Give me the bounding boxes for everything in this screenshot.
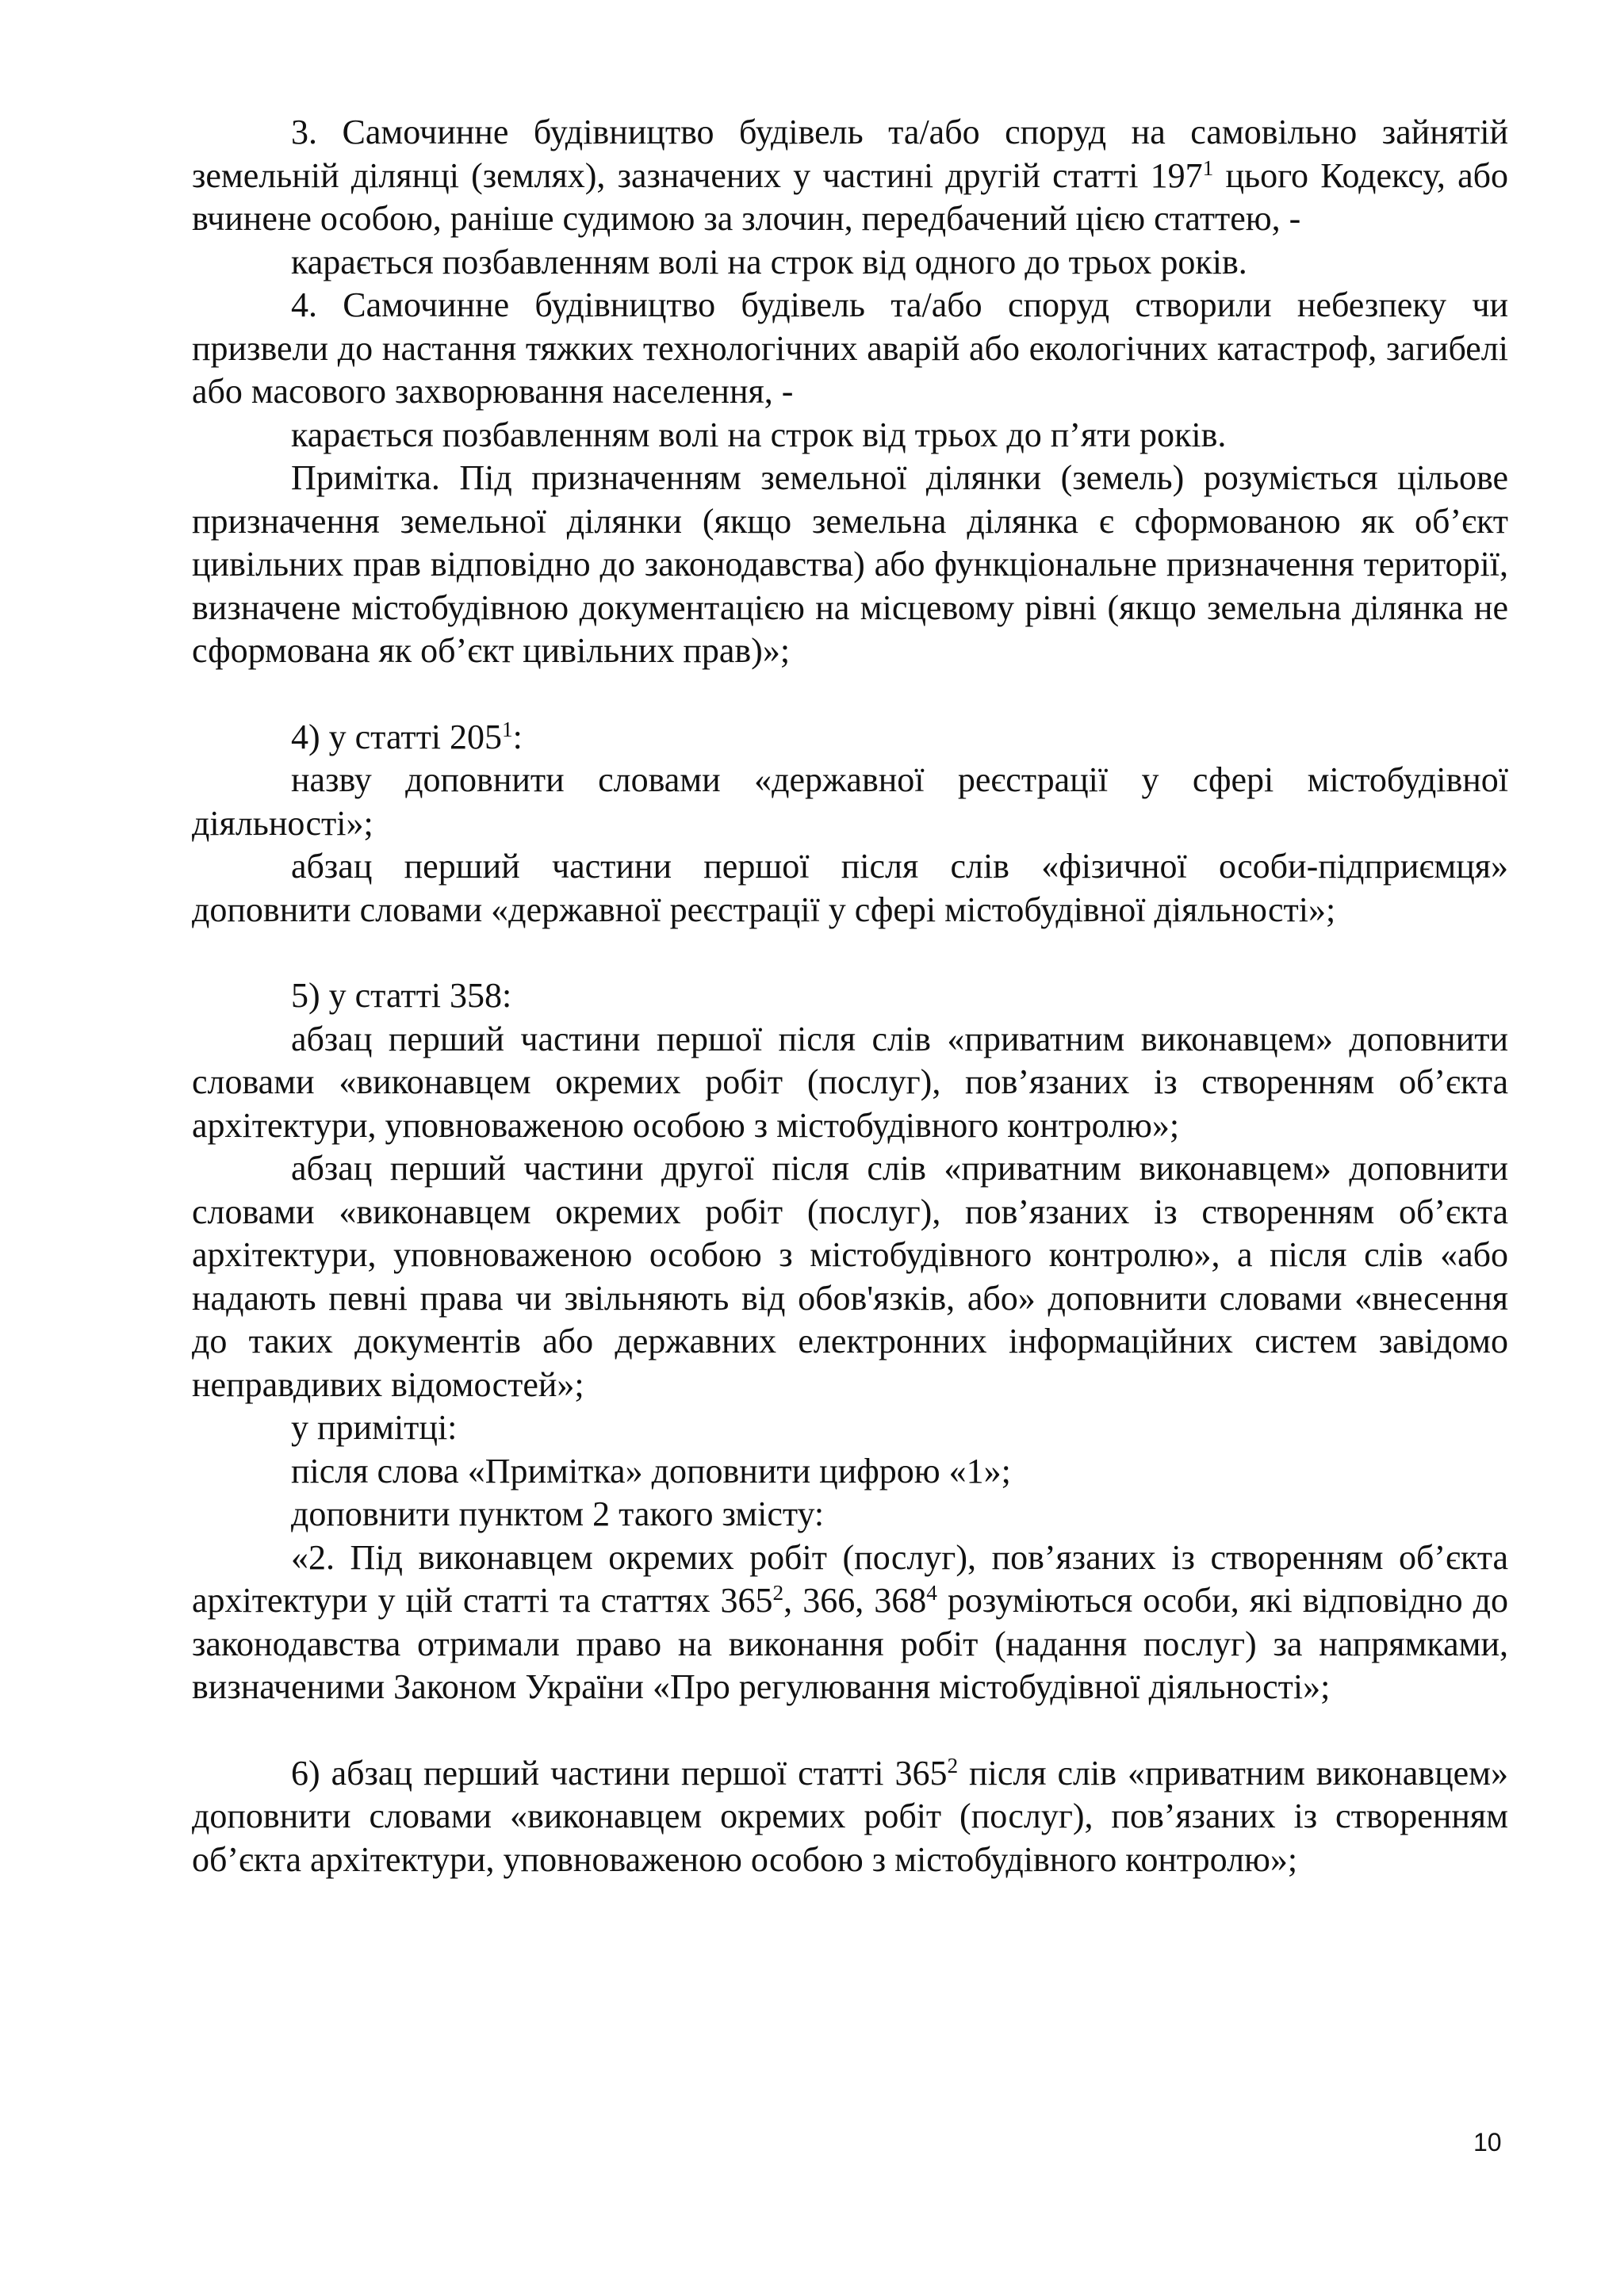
paragraph-penalty-4: карається позбавленням волі на строк від трьох до п’яти років. <box>291 415 1227 454</box>
paragraph-item-5: 5) у статті 358: <box>291 976 512 1015</box>
paragraph-part-1-amendment: абзац перший частини першої після слів «фізичної особи-підприємця» доповнити словами «державної реєстрації у сфері містобудівної діяльності»; <box>192 847 1508 929</box>
paragraph-note: Примітка. Під призначенням земельної ділянки (земель) розуміється цільове призначення земельної ділянки (якщо земельна ділянка є сформованою як об’єкт цивільних прав відповідно до законодавства) або функціональне призначення території, визначене містобудівною документацією на місцевому рівні (якщо земельна ділянка не сформована як об’єкт цивільних прав)»; <box>192 458 1508 670</box>
spacer <box>192 1709 1508 1752</box>
superscript: 4 <box>926 1581 937 1605</box>
paragraph-part-4: 4. Самочинне будівництво будівель та/або споруд створили небезпеку чи призвели до настання тяжких технологічних аварій або екологічних катастроф, загибелі або масового захворювання населення, - <box>192 285 1508 411</box>
superscript: 2 <box>947 1753 959 1777</box>
spacer <box>192 932 1508 974</box>
paragraph-note-number: після слова «Примітка» доповнити цифрою «1»; <box>291 1451 1011 1490</box>
paragraph-title-amendment: назву доповнити словами «державної реєстрації у сфері містобудівної діяльності»; <box>192 760 1508 843</box>
paragraph-point-2-text: «2. Під виконавцем окремих робіт (послуг), пов’язаних із створенням об’єкта архітектури у цій статті та статтях $365^2$, 366, $368^4$ розуміються особи, які відповідно до законодавства отримали право на виконання робіт (надання послуг) за напрямками, визначеними Законом України «Про регулювання містобудівної діяльності»; <box>192 1537 1509 1706</box>
superscript: 2 <box>772 1581 784 1605</box>
superscript: 1 <box>1202 155 1214 180</box>
paragraph-add-point-2: доповнити пунктом 2 такого змісту: <box>291 1494 825 1533</box>
paragraph-in-note: у примітці: <box>291 1408 458 1447</box>
page-number: 10 <box>1473 2128 1502 2156</box>
spacer <box>192 673 1508 716</box>
paragraph-item-6: 6) абзац перший частини першої статті $365^2$ після слів «приватним виконавцем» доповнити словами «виконавцем окремих робіт (послуг), пов’язаних із створенням об’єкта архітектури, уповноваженою особою з містобудівного контролю»; <box>192 1753 1508 1879</box>
paragraph-penalty-3: карається позбавленням волі на строк від одного до трьох років. <box>291 242 1247 281</box>
paragraph-358-part-2: абзац перший частини другої після слів «приватним виконавцем» доповнити словами «виконавцем окремих робіт (послуг), пов’язаних із створенням об’єкта архітектури, уповноваженою особою з містобудівного контролю», а після слів «або надають певні права чи звільняють від обов'язків, або» доповнити словами «внесення до таких документів або державних електронних інформаційних систем завідомо неправдивих відомостей»; <box>192 1149 1508 1404</box>
document-body <box>192 111 1508 1881</box>
paragraph-358-part-1: абзац перший частини першої після слів «приватним виконавцем» доповнити словами «виконавцем окремих робіт (послуг), пов’язаних із створенням об’єкта архітектури, уповноваженою особою з містобудівного контролю»; <box>192 1019 1508 1145</box>
superscript: 1 <box>502 717 513 741</box>
paragraph-item-4: 4) у статті $205^1$: <box>291 717 523 756</box>
paragraph-part-3: 3. Самочинне будівництво будівель та/або споруд на самовільно зайнятій земельній ділянці (землях), зазначених у частині другій статті $197^1$ цього Кодексу, або вчинене особою, раніше судимою за злочин, передбачений цією статтею, - <box>192 113 1508 238</box>
